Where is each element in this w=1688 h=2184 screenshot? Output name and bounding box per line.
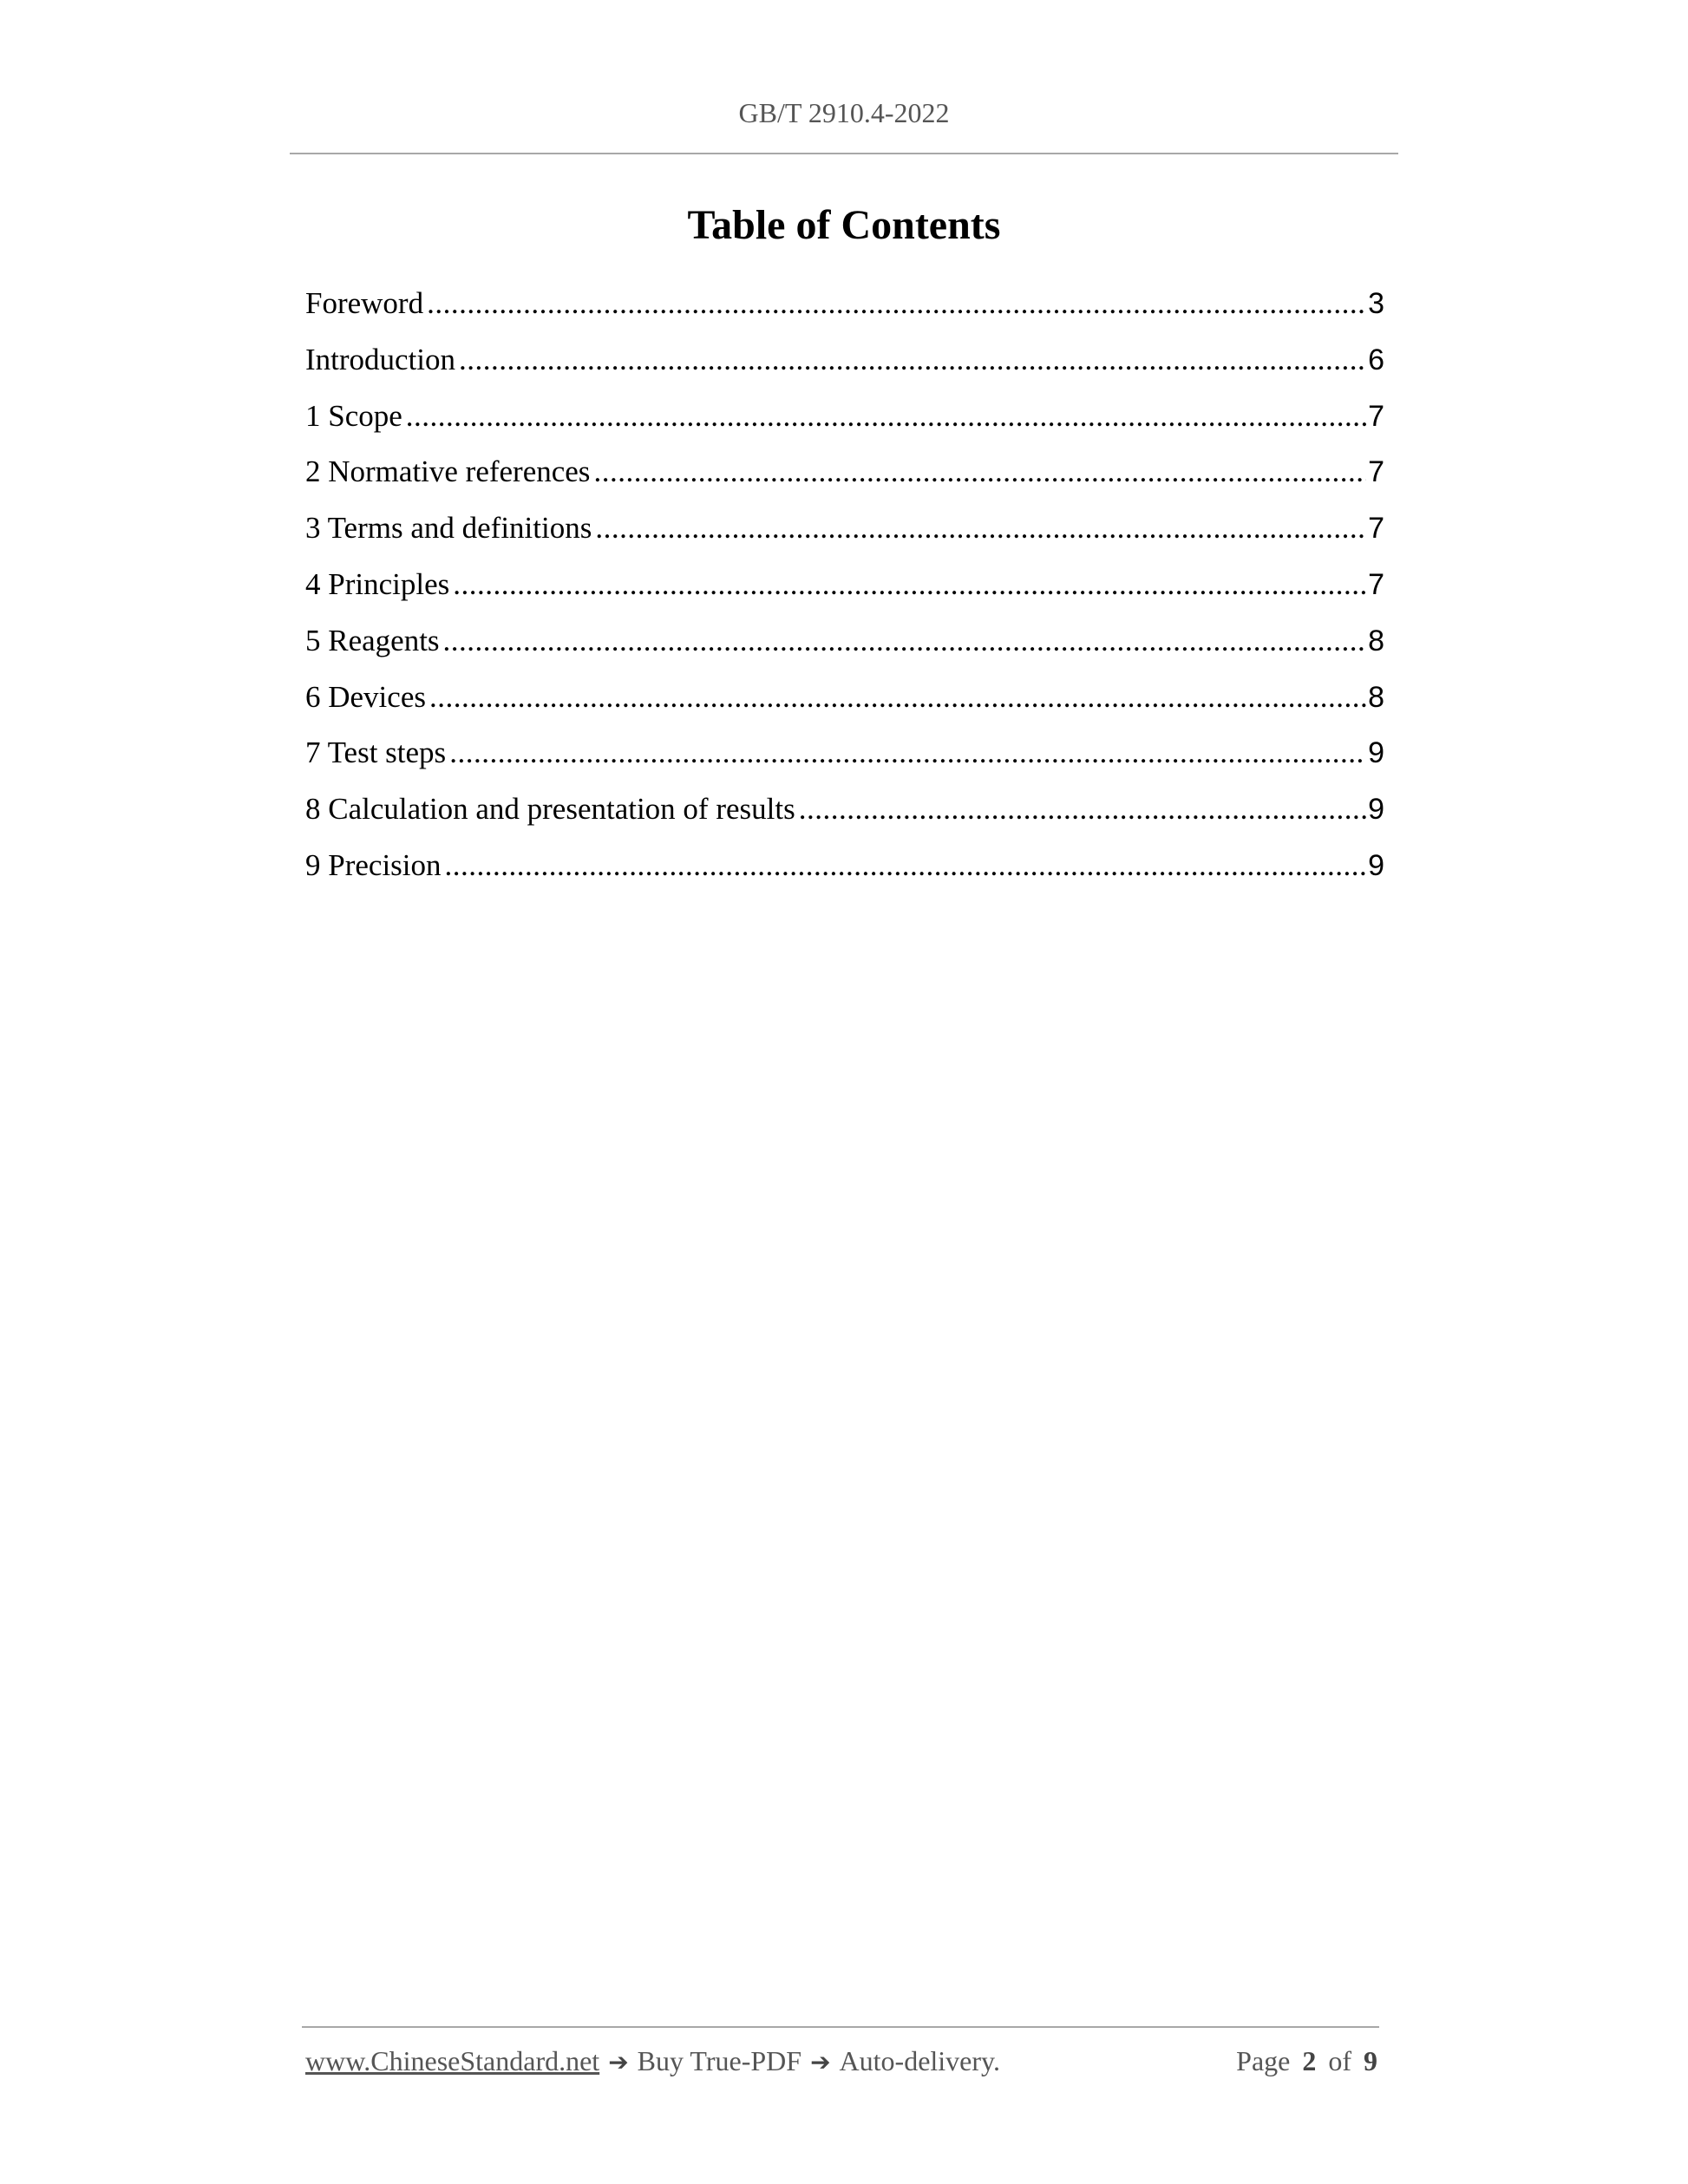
toc-entry-page: 7 <box>1368 399 1384 433</box>
toc-dot-leader <box>406 395 1366 438</box>
toc-dot-leader <box>443 619 1367 663</box>
toc-entry-label: Introduction <box>305 342 456 376</box>
toc-entry-label: 7 Test steps <box>305 736 447 770</box>
toc-entry-page: 9 <box>1368 848 1384 882</box>
toc-entry-devices[interactable] <box>305 676 1384 732</box>
footer-divider <box>302 2026 1379 2028</box>
toc-entry-page: 3 <box>1368 287 1384 320</box>
toc-entry-reagents[interactable] <box>305 619 1384 676</box>
toc-dot-leader <box>429 676 1366 719</box>
toc-entry-principles[interactable] <box>305 563 1384 619</box>
toc-entry-page: 9 <box>1368 736 1384 770</box>
toc-entry-label: Foreword <box>305 286 424 320</box>
toc-title: Table of Contents <box>687 202 1001 248</box>
toc-entry-label: 5 Reagents <box>305 623 440 657</box>
toc-entry-normative-references[interactable] <box>305 450 1384 507</box>
of-word: of <box>1328 2045 1351 2076</box>
site-link[interactable]: www.ChineseStandard.net <box>305 2045 600 2076</box>
footer-step-delivery: Auto-delivery. <box>839 2045 1000 2076</box>
total-page-number: 9 <box>1364 2045 1377 2076</box>
header-divider <box>290 153 1398 154</box>
page-footer <box>305 2045 1377 2077</box>
toc-entry-terms-and-definitions[interactable] <box>305 507 1384 563</box>
toc-entry-test-steps[interactable] <box>305 731 1384 788</box>
current-page-number: 2 <box>1302 2045 1317 2076</box>
toc-entry-page: 7 <box>1368 567 1384 601</box>
toc-entry-introduction[interactable] <box>305 338 1384 395</box>
footer-purchase-note <box>305 2045 1000 2077</box>
right-arrow-icon: ➔ <box>810 2048 831 2076</box>
toc-entry-page: 7 <box>1368 512 1384 546</box>
toc-list <box>305 282 1384 900</box>
toc-entry-page: 8 <box>1368 624 1384 657</box>
toc-entry-label: 3 Terms and definitions <box>305 511 592 546</box>
toc-entry-page: 6 <box>1368 343 1384 376</box>
toc-dot-leader <box>595 507 1366 550</box>
toc-entry-scope[interactable] <box>305 395 1384 451</box>
toc-entry-label: 2 Normative references <box>305 454 591 489</box>
toc-entry-page: 8 <box>1368 680 1384 714</box>
toc-dot-leader <box>449 731 1366 775</box>
toc-entry-page: 9 <box>1368 793 1384 827</box>
toc-dot-leader <box>453 563 1366 606</box>
right-arrow-icon: ➔ <box>608 2048 629 2076</box>
document-code-header: GB/T 2910.4-2022 <box>738 97 950 128</box>
toc-entry-label: 4 Principles <box>305 566 450 601</box>
toc-entry-foreword[interactable] <box>305 282 1384 338</box>
toc-dot-leader <box>593 450 1366 494</box>
toc-dot-leader <box>445 844 1367 887</box>
page-counter <box>1236 2045 1377 2077</box>
page-word: Page <box>1236 2045 1291 2076</box>
toc-entry-label: 8 Calculation and presentation of results <box>305 792 795 827</box>
toc-entry-label: 9 Precision <box>305 847 442 882</box>
toc-entry-precision[interactable] <box>305 844 1384 900</box>
toc-entry-page: 7 <box>1368 455 1384 489</box>
toc-dot-leader <box>459 338 1366 382</box>
toc-dot-leader <box>799 788 1366 831</box>
toc-entry-label: 1 Scope <box>305 398 402 433</box>
toc-entry-label: 6 Devices <box>305 679 426 714</box>
toc-entry-calculation-and-presentation[interactable] <box>305 788 1384 844</box>
toc-dot-leader <box>427 282 1366 325</box>
footer-step-buy: Buy True-PDF <box>637 2045 802 2076</box>
